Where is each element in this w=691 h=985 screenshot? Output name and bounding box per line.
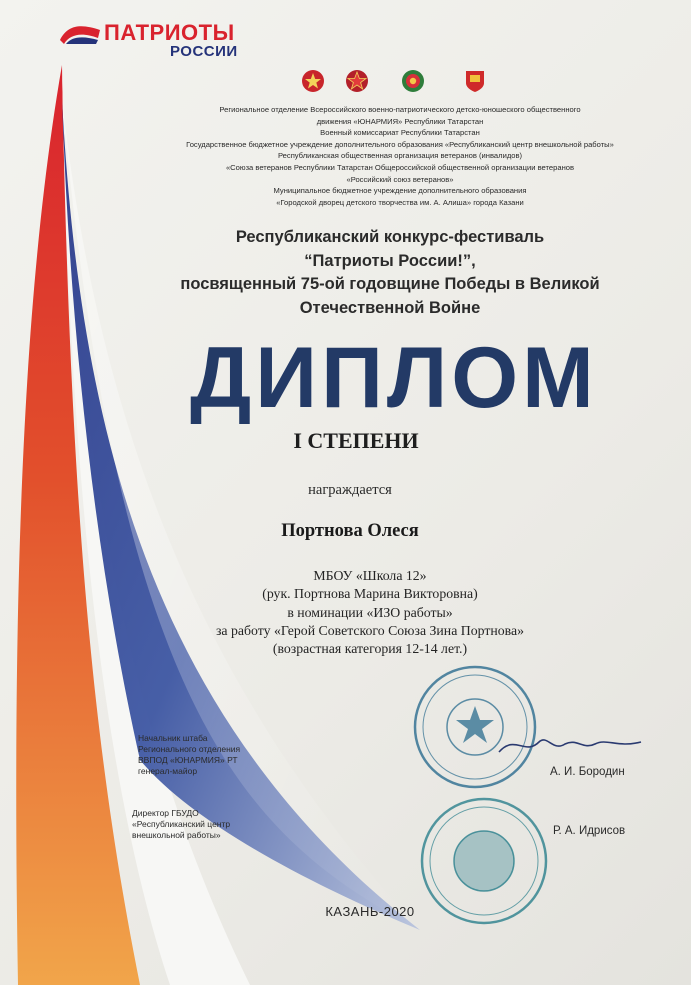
signatory2-title: Директор ГБУДО «Республиканский центр внешкольной работы» bbox=[132, 808, 231, 840]
organizer-line: Военный комиссариат Республики Татарстан bbox=[320, 128, 480, 138]
contest-line4: Отечественной Войне bbox=[299, 298, 481, 317]
contest-line2: “Патриоты России!”, bbox=[304, 251, 476, 270]
signature-borodin bbox=[495, 730, 645, 760]
organizer-line: «Союза ветеранов Республики Татарстан Общероссийской общественной организации ветеранов bbox=[225, 162, 575, 172]
degree-label: I СТЕПЕНИ bbox=[293, 428, 419, 453]
organizer-line: «Российский союз ветеранов» bbox=[346, 174, 454, 184]
signatory1-title: Начальник штаба Регионального отделения ВВПОД «ЮНАРМИЯ» РТ генерал-майор bbox=[138, 733, 241, 776]
logo-line2: РОССИИ bbox=[170, 43, 238, 60]
school-line: МБОУ «Школа 12» bbox=[313, 568, 427, 583]
organizer-line: Региональное отделение Всероссийского военно-патриотического детско-юношеского общественного bbox=[219, 105, 581, 114]
nomination-line: в номинации «ИЗО работы» bbox=[287, 604, 453, 620]
organizer-line: Государственное бюджетное учреждение дополнительного образования «Республиканский центр внешкольной работы» bbox=[186, 139, 614, 149]
organizer-line: Муниципальное бюджетное учреждение дополнительного образования bbox=[273, 186, 527, 196]
logo-line1: ПАТРИОТЫ bbox=[104, 20, 235, 45]
city-year: КАЗАНЬ-2020 bbox=[325, 904, 415, 919]
supervisor-line: (рук. Портнова Марина Викторовна) bbox=[262, 586, 478, 602]
emblem-row bbox=[300, 68, 500, 98]
organizer-line: движения «ЮНАРМИЯ» Республики Татарстан bbox=[316, 116, 484, 126]
contest-title bbox=[130, 226, 650, 320]
tatarstan-emblem-icon bbox=[400, 68, 426, 94]
age-line: (возрастная категория 12-14 лет.) bbox=[272, 641, 468, 657]
organizers-list bbox=[120, 104, 680, 208]
patriots-logo bbox=[58, 18, 258, 62]
organizer-line: Республиканская общественная организация ветеранов (инвалидов) bbox=[277, 151, 523, 161]
red-star-icon bbox=[344, 68, 370, 94]
work-line: за работу «Герой Советского Союза Зина Портнова» bbox=[215, 622, 525, 638]
signatory1-name: А. И. Бородин bbox=[550, 766, 625, 778]
contest-line1: Республиканский конкурс-фестиваль bbox=[235, 228, 545, 246]
organizer-line: «Городской дворец детского творчества им. А. Алиша» города Казани bbox=[276, 197, 524, 207]
awarded-label: награждается bbox=[308, 482, 392, 498]
yunarmiya-stamp bbox=[410, 662, 540, 792]
blue-stripe bbox=[62, 100, 420, 930]
recipient-name: Портнова Олеся bbox=[281, 521, 419, 541]
kazan-emblem-icon bbox=[462, 68, 488, 94]
contest-line3: посвященный 75-ой годовщине Победы в Великой bbox=[180, 275, 600, 293]
flag-wave-icon bbox=[58, 20, 102, 46]
yunarmiya-star-icon bbox=[300, 68, 326, 94]
signatory2-name: Р. А. Идрисов bbox=[553, 825, 626, 837]
diploma-heading: ДИПЛОМ bbox=[190, 330, 598, 426]
award-details bbox=[140, 567, 600, 658]
